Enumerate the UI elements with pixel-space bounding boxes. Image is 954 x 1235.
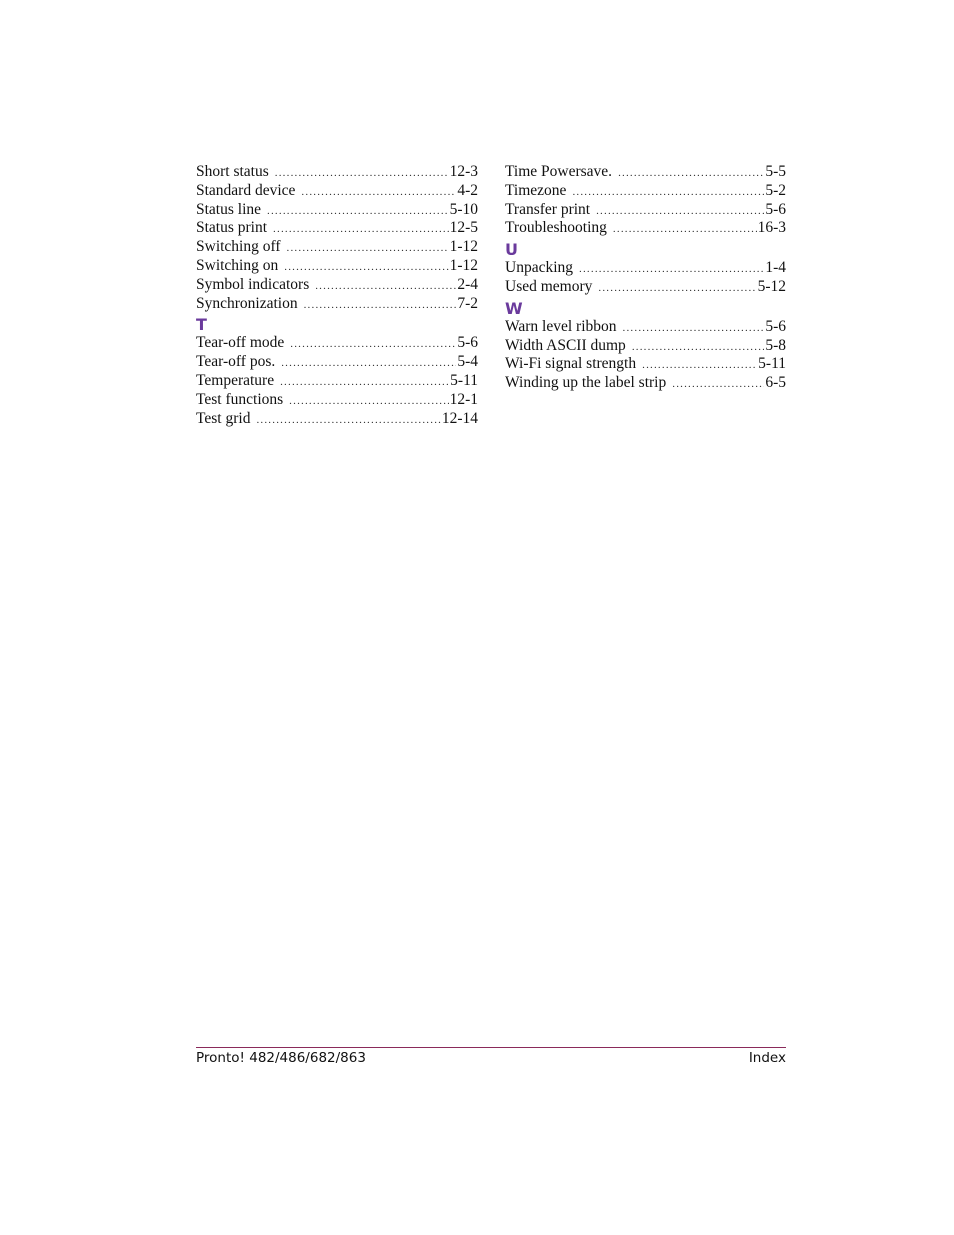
index-entry: Warn level ribbon ..... 5-6: [505, 318, 786, 337]
index-entry: Time Powersave. ..... 5-5: [505, 163, 786, 182]
index-entry: Used memory ..... 5-12: [505, 278, 786, 297]
index-entry: Tear-off mode ..... 5-6: [196, 334, 478, 353]
index-entry: Switching off ..... 1-12: [196, 238, 478, 257]
index-entry: Standard device ..... 4-2: [196, 182, 478, 201]
index-entry: Winding up the label strip ..... 6-5: [505, 374, 786, 393]
index-entry: Tear-off pos. ..... 5-4: [196, 353, 478, 372]
index-entry: Transfer print ..... 5-6: [505, 201, 786, 220]
index-entry: Switching on ..... 1-12: [196, 257, 478, 276]
index-entry: Timezone ..... 5-2: [505, 182, 786, 201]
index-entry: Test grid ..... 12-14: [196, 410, 478, 429]
index-entry: Test functions ..... 12-1: [196, 391, 478, 410]
index-entry: Width ASCII dump ..... 5-8: [505, 337, 786, 356]
section-letter-w: W: [505, 298, 523, 318]
index-entry: Short status ..... 12-3: [196, 163, 478, 182]
footer-section-name: Index: [748, 1050, 786, 1066]
index-entry: Troubleshooting ..... 16-3: [505, 219, 786, 238]
footer-divider: [196, 1047, 786, 1048]
index-entry: Status print ..... 12-5: [196, 219, 478, 238]
index-column-right: [505, 163, 786, 393]
index-entry: Synchronization ..... 7-2: [196, 295, 478, 314]
section-letter-u: U: [505, 240, 518, 260]
index-entry: Unpacking ..... 1-4: [505, 259, 786, 278]
section-letter-t: T: [196, 315, 207, 335]
index-entry: Symbol indicators ..... 2-4: [196, 276, 478, 295]
index-column-left: [196, 163, 478, 428]
index-entry: Status line ..... 5-10: [196, 201, 478, 220]
index-entry: Temperature ..... 5-11: [196, 372, 478, 391]
index-entry: Wi-Fi signal strength ..... 5-11: [505, 355, 786, 374]
footer-product-name: Pronto! 482/486/682/863: [196, 1050, 366, 1066]
